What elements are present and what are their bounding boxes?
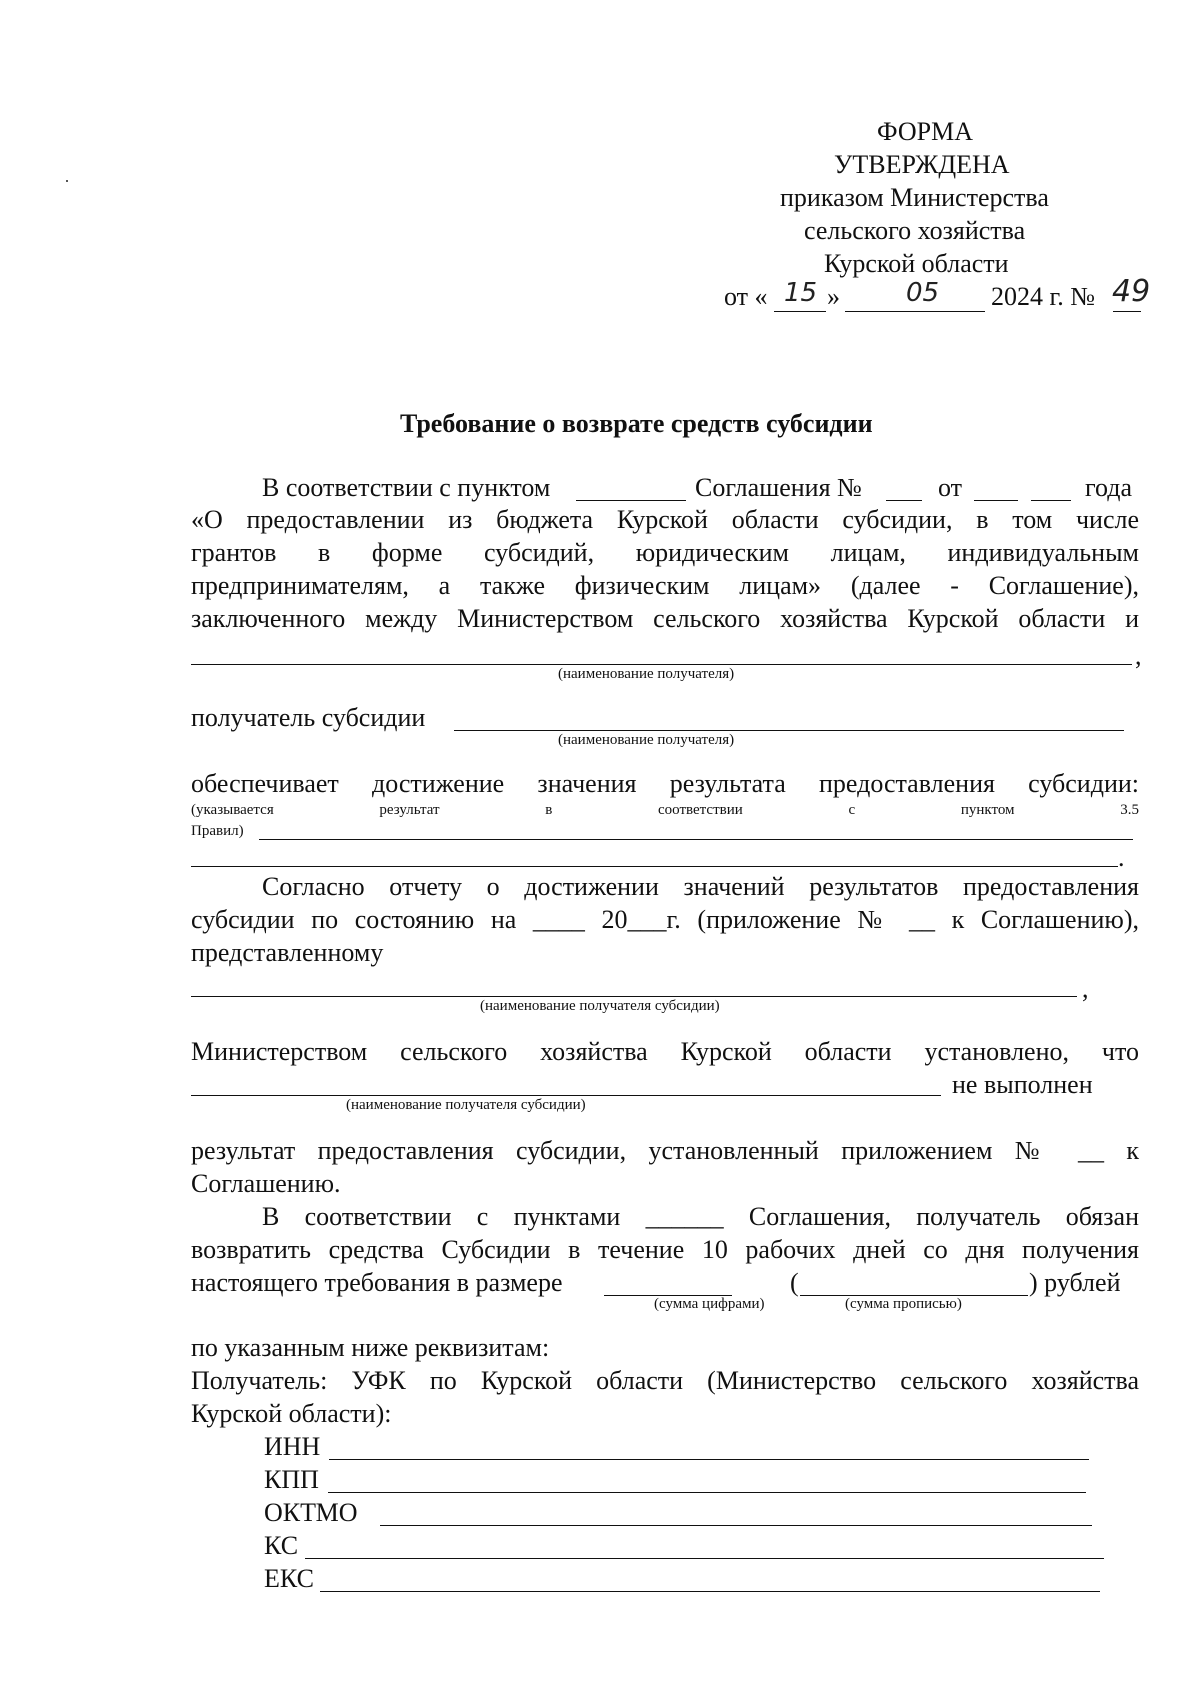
p1-line3: грантов в форме субсидий, юридическим лицам, индивидуальным [191,538,1139,567]
field-label-oktmo: ОКТМО [264,1498,358,1527]
p5-line1: В соответствии с пунктами ______ Соглашения, получатель обязан [262,1202,1139,1231]
p5-line2: возвратить средства Субсидии в течение 10 рабочих дней со дня получения [191,1235,1139,1264]
header-line2: сельского хозяйства [804,216,1026,245]
recipient-label: получатель субсидии [191,703,426,732]
handwritten-day: 15 [784,278,818,308]
caption-sum-words: (сумма прописью) [845,1296,962,1312]
blank-date-2 [1031,500,1071,501]
field-label-ks: КС [264,1531,299,1560]
blank-clause [576,500,686,501]
caption-sum-digits: (сумма цифрами) [654,1296,765,1312]
p1-line1-c: от [938,473,963,502]
p1-line1-b: Соглашения № [695,473,862,502]
p2-note-line1: (указывается результат в соответствии с пунктом 3.5 [191,802,1139,818]
day-line [774,311,826,312]
blank-agreement-number [886,500,922,501]
p2-line1: обеспечивает достижение значения результата предоставления субсидии: [191,769,1139,798]
p1-line5: заключенного между Министерством сельского хозяйства Курской области и [191,604,1139,633]
caption-recipient-name-2: (наименование получателя) [558,732,735,748]
header-year: 2024 г. № [991,282,1096,311]
caption-subsidy-recipient: (наименование получателя субсидии) [480,998,720,1014]
p1-line2: «О предоставлении из бюджета Курской области субсидии, в том числе [191,505,1139,534]
p1-line1-d: года [1085,473,1133,502]
p2-note-line2: Правил) [191,823,244,839]
p1-line4: предпринимателям, а также физическим лицам» (далее - Соглашение), [191,571,1139,600]
header-day-close: » [827,282,840,311]
header-date-prefix: от « [724,282,768,311]
handwritten-number: 49 [1112,274,1151,309]
p4-line1: Министерством сельского хозяйства Курской области установлено, что [191,1037,1139,1066]
recipient-line [454,730,1124,731]
document-title: Требование о возврате средств субсидии [400,409,873,438]
field-line-eks [320,1591,1100,1592]
caption-recipient-name: (наименование получателя) [558,666,735,682]
field-line-oktmo [380,1525,1092,1526]
month-line [845,311,985,312]
blank-date-1 [974,500,1018,501]
field-line-inn [329,1459,1089,1460]
p3-line1: Согласно отчету о достижении значений результатов предоставления [262,872,1139,901]
report-comma: , [1082,974,1089,1003]
handwritten-month: 05 [906,278,940,308]
not-done-label: не выполнен [952,1070,1093,1099]
p4-line3: результат предоставления субсидии, установленный приложением № __ к [191,1136,1139,1165]
result-line-1 [259,839,1133,840]
header-forma: ФОРМА [877,117,973,146]
field-label-inn: ИНН [264,1432,321,1461]
p5-line3-c: ) рублей [1029,1268,1121,1297]
p3-line2: субсидии по состоянию на ____ 20___г. (приложение № __ к Соглашению), [191,905,1139,934]
number-line [1113,311,1141,312]
requisites-intro: по указанным ниже реквизитам: [191,1333,550,1362]
recipient-comma: , [1135,641,1142,670]
caption-subsidy-recipient-2: (наименование получателя субсидии) [346,1097,586,1113]
scan-speck [66,180,68,182]
p5-line3-b: ( [790,1268,799,1297]
field-label-eks: ЕКС [264,1564,314,1593]
payee-line2: Курской области): [191,1399,392,1428]
header-line3: Курской области [824,249,1009,278]
result-dot: . [1118,843,1125,872]
p4-line4: Соглашению. [191,1169,341,1198]
result-line-2 [191,866,1118,867]
p3-line3: представленному [191,938,384,967]
header-line1: приказом Министерства [780,183,1049,212]
field-line-ks [305,1558,1104,1559]
field-line-kpp [328,1492,1086,1493]
header-approved: УТВЕРЖДЕНА [834,150,1010,179]
payee-line1: Получатель: УФК по Курской области (Министерство сельского хозяйства [191,1366,1139,1395]
field-label-kpp: КПП [264,1465,319,1494]
p5-line3-a: настоящего требования в размере [191,1268,563,1297]
p1-line1-a: В соответствии с пунктом [262,473,551,502]
